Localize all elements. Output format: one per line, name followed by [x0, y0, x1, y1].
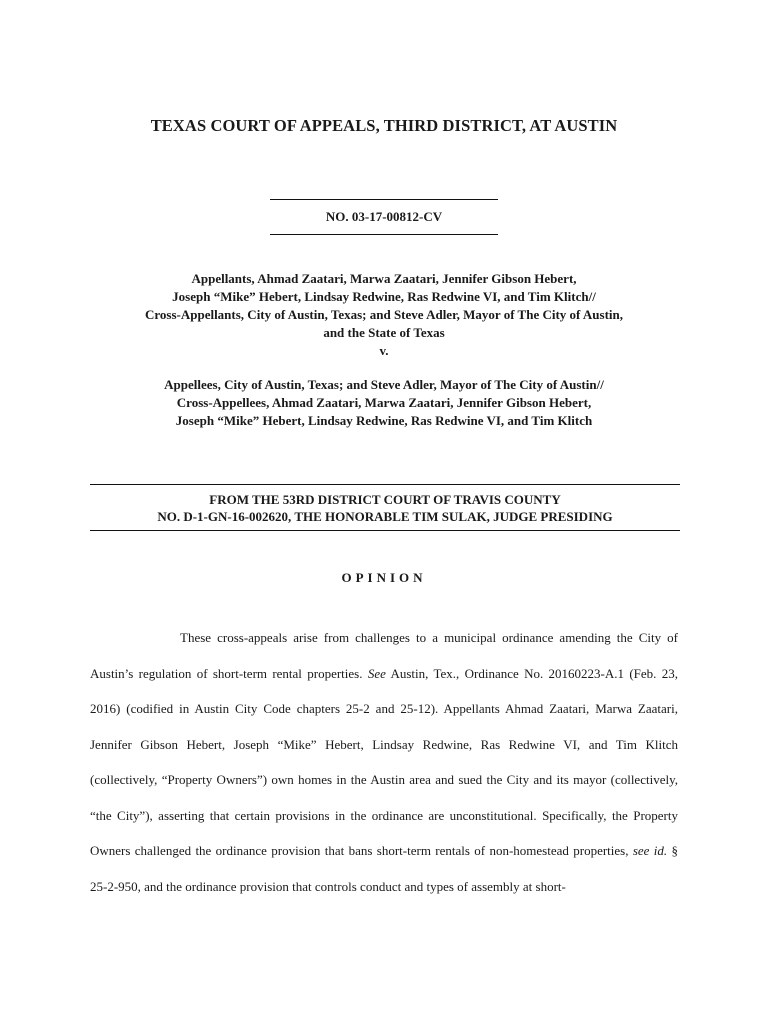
paragraph-text: § 25-2-950, and the ordinance provision that controls conduct and types of assembly at short-: [90, 843, 679, 894]
paragraph-text: Austin, Tex., Ordinance No. 20160223-A.1 (Feb. 23, 2016) (codified in Austin City Code chapters 25-2 and 25-12). Appellants Ahmad Zaatari, Marwa Zaatari, Jennifer Gibson Hebert, Joseph “Mike” Hebert, Lindsay Redwine, Ras Redwine VI, and Tim Klitch (collectively, “Property Owners”) own homes in the Austin area and sued the City and its mayor (collectively, “the City”), asserting that certain provisions in the ordinance are unconstitutional. Specifically, the Property Owners challenged the ordinance provision that bans short-term rentals of non-homestead properties,: [90, 665, 678, 858]
versus-label: v.: [379, 343, 389, 358]
opinion-heading: OPINION: [341, 570, 427, 585]
docket-number: NO. 03-17-00812-CV: [270, 199, 498, 235]
citation-signal: see id.: [632, 843, 668, 858]
appellants-line: and the State of Texas: [323, 325, 445, 340]
appellees-line: Appellees, City of Austin, Texas; and Steve Adler, Mayor of The City of Austin//: [164, 377, 604, 392]
paragraph-text: These cross-appeals arise from challenges to a municipal ordinance amending the City of Austin’s regulation of short-term rental properties.: [90, 630, 678, 681]
opinion-paragraph: [90, 620, 678, 904]
appellees-line: Joseph “Mike” Hebert, Lindsay Redwine, Ras Redwine VI, and Tim Klitch: [175, 413, 593, 428]
court-title: TEXAS COURT OF APPEALS, THIRD DISTRICT, AT AUSTIN: [150, 116, 618, 135]
lower-court-info: [90, 484, 680, 531]
case-parties: [0, 270, 768, 430]
appellants-line: Appellants, Ahmad Zaatari, Marwa Zaatari, Jennifer Gibson Hebert,: [191, 271, 577, 286]
lower-court-line: FROM THE 53RD DISTRICT COURT OF TRAVIS COUNTY: [209, 492, 561, 507]
citation-signal: See: [367, 665, 386, 681]
appellants-line: Cross-Appellants, City of Austin, Texas; and Steve Adler, Mayor of The City of Austin,: [144, 307, 624, 322]
lower-court-line: NO. D-1-GN-16-002620, THE HONORABLE TIM SULAK, JUDGE PRESIDING: [157, 509, 613, 524]
appellees-line: Cross-Appellees, Ahmad Zaatari, Marwa Zaatari, Jennifer Gibson Hebert,: [176, 395, 592, 410]
appellants-line: Joseph “Mike” Hebert, Lindsay Redwine, Ras Redwine VI, and Tim Klitch//: [172, 289, 596, 304]
